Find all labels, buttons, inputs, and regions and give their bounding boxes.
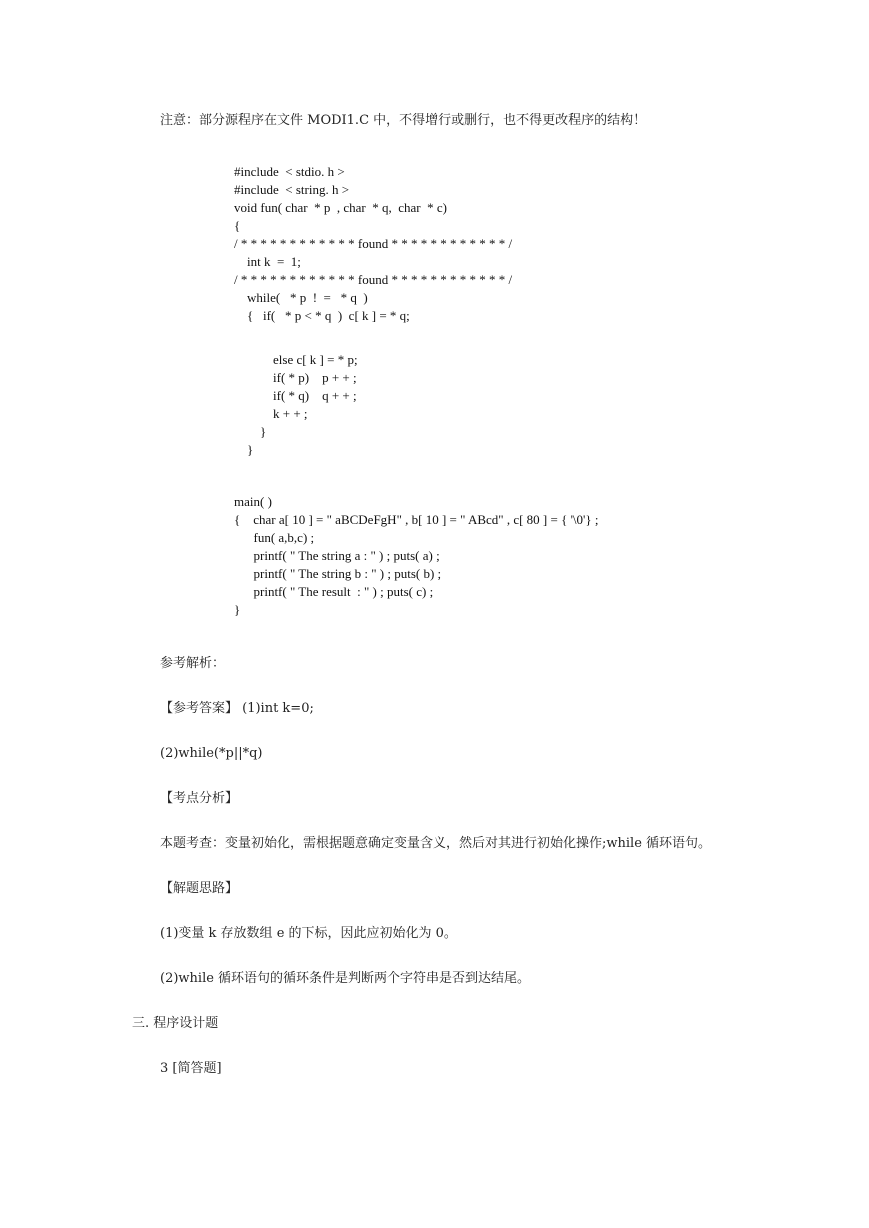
reference-label: 参考解析： [160, 656, 226, 671]
code-figure [232, 164, 652, 616]
code-line: printf( " The string a : " ) ; puts( a) ; [234, 548, 440, 563]
code-line: printf( " The string b : " ) ; puts( b) ; [234, 566, 442, 581]
code-line: fun( a,b,c) ; [234, 530, 315, 545]
code-line: void fun( char * p , char * q, char * c) [234, 200, 447, 215]
code-line: { [234, 218, 241, 233]
answer-line: 【参考答案】 (1)int k=0; [160, 701, 314, 716]
answer-line-2: (2)while(*p||*q) [160, 746, 263, 761]
code-line: if( * q) q + + ; [234, 388, 357, 403]
code-line: if( * p) p + + ; [234, 370, 357, 385]
code-line: } [234, 424, 267, 439]
question-label: 3 [简答题] [160, 1061, 222, 1076]
code-line: #include < stdio. h > [234, 164, 345, 179]
code-line: / * * * * * * * * * * * * found * * * * * * * * * * * * / [234, 272, 513, 287]
section-heading: 三. 程序设计题 [132, 1016, 219, 1031]
code-line: k + + ; [234, 406, 308, 421]
code-line: main( ) [234, 494, 272, 509]
analysis-heading: 【考点分析】 [160, 791, 239, 806]
code-line: else c[ k ] = * p; [234, 352, 358, 367]
approach-heading: 【解题思路】 [160, 881, 239, 896]
note-text: 注意：部分源程序在文件 MODI1.C 中，不得增行或删行，也不得更改程序的结构！ [160, 113, 647, 128]
code-line: { if( * p < * q ) c[ k ] = * q; [234, 308, 410, 323]
analysis-text: 本题考查：变量初始化，需根据题意确定变量含义，然后对其进行初始化操作;while 循环语句。 [160, 836, 712, 851]
approach-step-1: (1)变量 k 存放数组 e 的下标，因此应初始化为 0。 [160, 926, 457, 941]
approach-step-2: (2)while 循环语句的循环条件是判断两个字符串是否到达结尾。 [160, 971, 531, 986]
code-line: { char a[ 10 ] = " aBCDeFgH" , b[ 10 ] = " ABcd" , c[ 80 ] = { '\0'} ; [234, 512, 599, 527]
code-line: #include < string. h > [234, 182, 350, 197]
code-line: while( * p ! = * q ) [234, 290, 368, 305]
code-line: } [234, 442, 254, 457]
code-line: int k = 1; [234, 254, 301, 269]
code-line: / * * * * * * * * * * * * found * * * * * * * * * * * * / [234, 236, 513, 251]
code-line: } [234, 602, 241, 617]
code-line: printf( " The result : " ) ; puts( c) ; [234, 584, 434, 599]
